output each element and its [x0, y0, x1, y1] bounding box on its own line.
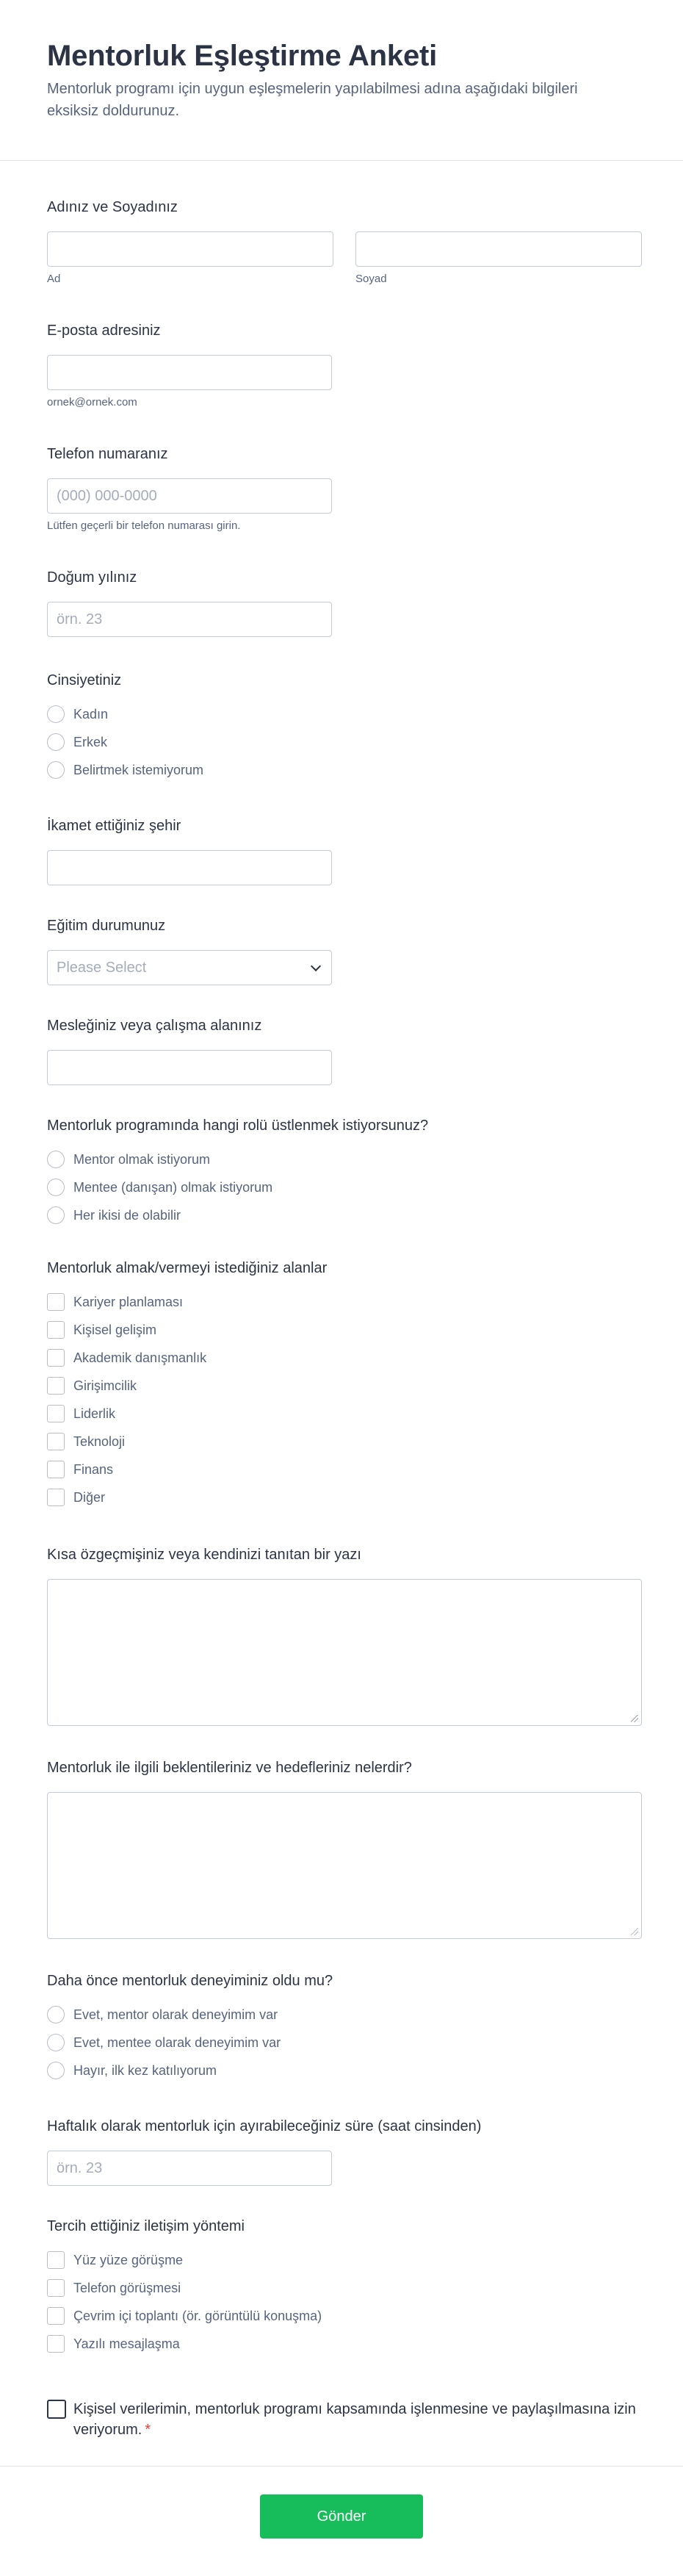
gender-option[interactable]: Erkek — [47, 728, 636, 756]
required-mark: * — [145, 2422, 151, 2438]
role-option[interactable]: Mentor olmak istiyorum — [47, 1145, 636, 1173]
name-label: Adınız ve Soyadınız — [47, 199, 178, 215]
city-label: İkamet ettiğiniz şehir — [47, 818, 181, 834]
last-name-sublabel: Soyad — [355, 273, 387, 285]
consent-checkbox[interactable] — [47, 2400, 66, 2419]
contact-option[interactable]: Telefon görüşmesi — [47, 2274, 636, 2302]
question-expectations — [47, 1758, 636, 1939]
role-option[interactable]: Mentee (danışan) olmak istiyorum — [47, 1173, 636, 1201]
last-name-input[interactable] — [355, 231, 642, 267]
radio-button[interactable] — [47, 1206, 65, 1224]
experience-option[interactable]: Hayır, ilk kez katılıyorum — [47, 2057, 636, 2084]
radio-button[interactable] — [47, 761, 65, 779]
role-option[interactable]: Her ikisi de olabilir — [47, 1201, 636, 1229]
checkbox[interactable] — [47, 1377, 65, 1395]
checkbox[interactable] — [47, 2279, 65, 2297]
areas-label: Mentorluk almak/vermeyi istediğiniz alanlar — [47, 1260, 328, 1276]
expectations-label: Mentorluk ile ilgili beklentileriniz ve hedefleriniz nelerdir? — [47, 1760, 412, 1776]
radio-button[interactable] — [47, 2062, 65, 2079]
checkbox[interactable] — [47, 2307, 65, 2325]
checkbox[interactable] — [47, 1405, 65, 1422]
checkbox[interactable] — [47, 1321, 65, 1339]
radio-button[interactable] — [47, 1151, 65, 1168]
experience-label: Daha önce mentorluk deneyiminiz oldu mu? — [47, 1973, 333, 1989]
consent-option[interactable] — [47, 2399, 636, 2440]
areas-option[interactable]: Liderlik — [47, 1400, 636, 1428]
hours-input[interactable]: örn. 23 — [47, 2151, 332, 2186]
radio-button[interactable] — [47, 705, 65, 723]
form-body — [0, 198, 683, 2440]
hours-label: Haftalık olarak mentorluk için ayırabileceğiniz süre (saat cinsinden) — [47, 2118, 482, 2134]
email-input[interactable] — [47, 355, 332, 390]
gender-option[interactable]: Kadın — [47, 700, 636, 728]
question-role — [47, 1116, 636, 1229]
checkbox[interactable] — [47, 1489, 65, 1506]
question-city — [47, 816, 636, 885]
question-hours — [47, 2117, 636, 2186]
checkbox[interactable] — [47, 2251, 65, 2269]
bio-label: Kısa özgeçmişiniz veya kendinizi tanıtan bir yazı — [47, 1547, 361, 1563]
education-select[interactable] — [47, 950, 332, 985]
phone-sublabel: Lütfen geçerli bir telefon numarası girin. — [47, 519, 241, 532]
checkbox[interactable] — [47, 1293, 65, 1311]
birth-year-input[interactable]: örn. 23 — [47, 602, 332, 637]
checkbox[interactable] — [47, 1349, 65, 1367]
email-sublabel: ornek@ornek.com — [47, 396, 137, 409]
checkbox[interactable] — [47, 1461, 65, 1478]
areas-option[interactable]: Kariyer planlaması — [47, 1288, 636, 1316]
question-email — [47, 321, 636, 409]
question-contact — [47, 2217, 636, 2358]
areas-option[interactable]: Kişisel gelişim — [47, 1316, 636, 1344]
form-header — [0, 0, 683, 161]
question-phone — [47, 445, 636, 533]
question-experience — [47, 1971, 636, 2084]
chevron-down-icon — [311, 960, 321, 971]
first-name-sublabel: Ad — [47, 273, 61, 285]
question-areas — [47, 1259, 636, 1511]
expectations-textarea[interactable] — [47, 1792, 642, 1939]
radio-button[interactable] — [47, 2034, 65, 2051]
form-description: Mentorluk programı için uygun eşleşmelerin yapılabilmesi adına aşağıdaki bilgileri eksiksiz doldurunuz. — [47, 81, 578, 119]
gender-option[interactable]: Belirtmek istemiyorum — [47, 756, 636, 784]
submit-button[interactable]: Gönder — [260, 2494, 423, 2539]
email-label: E-posta adresiniz — [47, 323, 161, 339]
radio-button[interactable] — [47, 1179, 65, 1196]
education-select-value: Please Select — [57, 959, 147, 976]
areas-option[interactable]: Diğer — [47, 1483, 636, 1511]
resize-handle-icon[interactable] — [631, 1928, 638, 1935]
question-gender — [47, 671, 636, 784]
experience-option[interactable]: Evet, mentor olarak deneyimim var — [47, 2001, 636, 2029]
checkbox[interactable] — [47, 2335, 65, 2353]
form-footer — [0, 2466, 683, 2576]
radio-button[interactable] — [47, 733, 65, 751]
bio-textarea[interactable] — [47, 1579, 642, 1726]
radio-button[interactable] — [47, 2006, 65, 2023]
contact-option[interactable]: Yazılı mesajlaşma — [47, 2330, 636, 2358]
city-input[interactable] — [47, 850, 332, 885]
role-label: Mentorluk programında hangi rolü üstlenmek istiyorsunuz? — [47, 1118, 429, 1134]
question-education — [47, 916, 636, 985]
question-consent — [47, 2399, 636, 2440]
profession-input[interactable] — [47, 1050, 332, 1085]
experience-option[interactable]: Evet, mentee olarak deneyimim var — [47, 2029, 636, 2057]
areas-option[interactable]: Finans — [47, 1456, 636, 1483]
gender-label: Cinsiyetiniz — [47, 672, 122, 688]
question-birth-year — [47, 568, 636, 637]
phone-label: Telefon numaranız — [47, 446, 168, 462]
contact-label: Tercih ettiğiniz iletişim yöntemi — [47, 2218, 245, 2234]
areas-option[interactable]: Girişimcilik — [47, 1372, 636, 1400]
profession-label: Mesleğiniz veya çalışma alanınız — [47, 1018, 262, 1034]
first-name-input[interactable] — [47, 231, 333, 267]
birth-year-label: Doğum yılınız — [47, 569, 137, 586]
consent-text: Kişisel verilerimin, mentorluk programı kapsamında işlenmesine ve paylaşılmasına izin veriyorum. — [73, 2401, 636, 2438]
checkbox[interactable] — [47, 1433, 65, 1450]
form-title: Mentorluk Eşleştirme Anketi — [47, 40, 438, 72]
phone-input[interactable]: (000) 000-0000 — [47, 478, 332, 514]
contact-option[interactable]: Çevrim içi toplantı (ör. görüntülü konuşma) — [47, 2302, 636, 2330]
question-bio — [47, 1545, 636, 1726]
areas-option[interactable]: Teknoloji — [47, 1428, 636, 1456]
areas-option[interactable]: Akademik danışmanlık — [47, 1344, 636, 1372]
education-label: Eğitim durumunuz — [47, 918, 166, 934]
resize-handle-icon[interactable] — [631, 1715, 638, 1722]
question-name — [47, 198, 636, 286]
contact-option[interactable]: Yüz yüze görüşme — [47, 2246, 636, 2274]
question-profession — [47, 1016, 636, 1085]
